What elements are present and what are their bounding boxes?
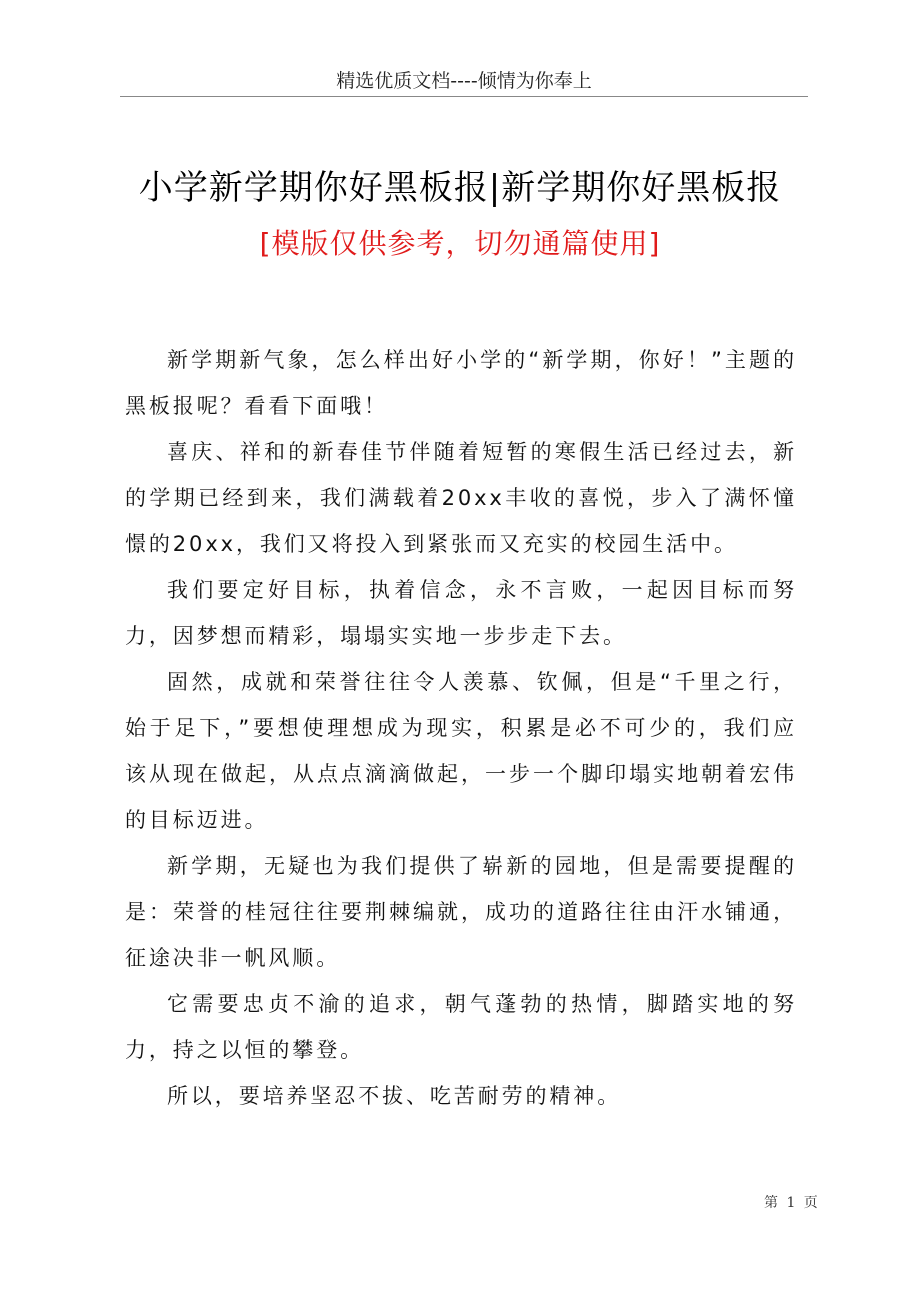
paragraph: 固然，成就和荣誉往往令人羡慕、钦佩，但是“千里之行，始于足下，”要想使理想成为现实，积累是必不可少的，我们应该从现在做起，从点点滴滴做起，一步一个脚印塌实地朝着宏伟的目标迈进。: [125, 670, 797, 832]
document-title: 小学新学期你好黑板报|新学期你好黑板报: [138, 168, 782, 208]
document-body: [125, 337, 797, 1119]
paragraph: 新学期，无疑也为我们提供了崭新的园地，但是需要提醒的是：荣誉的桂冠往往要荆棘编就，成功的道路往往由汗水铺通，征途决非一帆风顺。: [125, 854, 797, 970]
paragraph: 喜庆、祥和的新春佳节伴随着短暂的寒假生活已经过去，新的学期已经到来，我们满载着20xx丰收的喜悦，步入了满怀憧憬的20xx，我们又将投入到紧张而又充实的校园生活中。: [125, 440, 797, 556]
header-divider: [120, 96, 808, 97]
page-header: 精选优质文档----倾情为你奉上: [336, 70, 592, 92]
paragraph: 新学期新气象，怎么样出好小学的“新学期，你好！”主题的黑板报呢？看看下面哦！: [125, 348, 797, 418]
paragraph: 我们要定好目标，执着信念，永不言败，一起因目标而努力，因梦想而精彩，塌塌实实地一步步走下去。: [125, 578, 797, 648]
document-subtitle: [模版仅供参考，切勿通篇使用]: [259, 227, 661, 260]
paragraph: 它需要忠贞不渝的追求，朝气蓬勃的热情，脚踏实地的努力，持之以恒的攀登。: [125, 992, 797, 1062]
page-number: 第 1 页: [764, 1195, 818, 1211]
paragraph: 所以，要培养坚忍不拔、吃苦耐劳的精神。: [167, 1084, 622, 1108]
